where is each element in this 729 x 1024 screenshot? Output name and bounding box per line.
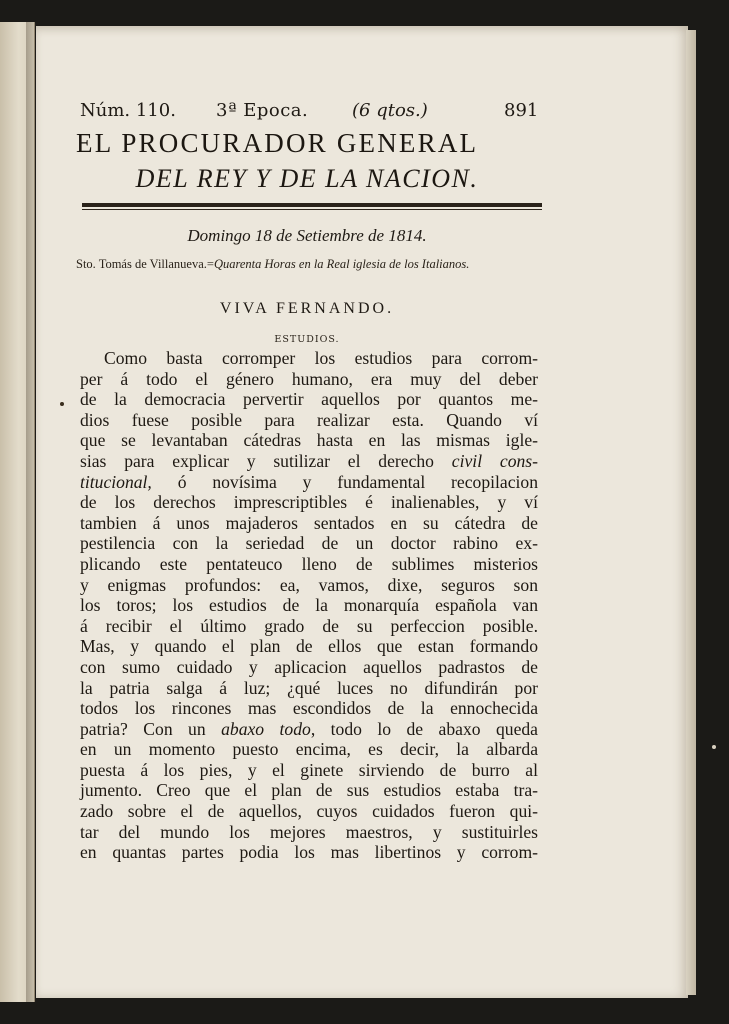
newspaper-title-line-1: EL PROCURADOR GENERAL — [76, 128, 479, 158]
body-line: Mas, y quando el plan de ellos que estan formando — [80, 636, 538, 657]
body-line: pestilencia con la seriedad de un doctor rabino ex- — [80, 533, 538, 554]
body-line-part: ó novísima y fundamental recopilacion — [177, 471, 539, 492]
body-line: en quantas partes podia los mas libertinos y corrom- — [80, 842, 538, 863]
page-number: 891 — [504, 100, 539, 121]
section-heading: ESTUDIOS. — [274, 334, 340, 345]
body-line: con sumo cuidado y aplicacion aquellos padrastos de — [80, 656, 538, 677]
devotion-text: Quarenta Horas en la Real iglesia de los Italianos. — [213, 257, 470, 271]
body-line — [80, 472, 538, 493]
body-line-part: sias para explicar y sutilizar el derecho — [80, 450, 434, 471]
saint-name: Sto. Tomás de Villanueva. — [76, 257, 207, 271]
body-line: los toros; los estudios de la monarquía española van — [80, 595, 538, 616]
body-line — [80, 451, 538, 472]
body-line: que se levantaban cátedras hasta en las mismas igle- — [80, 430, 538, 451]
italic-term: titucional, — [80, 471, 152, 492]
page-edge — [686, 30, 696, 995]
italic-term: abaxo todo — [221, 718, 311, 739]
title-rule-thin — [82, 209, 542, 210]
body-line: zado sobre el de aquellos, cuyos cuidados fueron qui- — [80, 801, 538, 822]
body-line: Como basta corromper los estudios para corrom- — [104, 348, 538, 368]
body-line: jumento. Creo que el plan de sus estudios estaba tra- — [80, 780, 538, 801]
italic-term: civil cons- — [451, 450, 538, 471]
edge-speck — [712, 745, 716, 749]
body-line: la patria salga á luz; ¿qué luces no difundirán por — [80, 677, 538, 698]
margin-mark — [60, 402, 64, 406]
body-line-part: patria? Con un — [80, 718, 206, 739]
body-line: dios fuese posible para realizar esta. Quando ví — [80, 409, 538, 430]
newspaper-title-line-2: DEL REY Y DE LA NACION. — [135, 164, 479, 193]
saints-of-the-day — [76, 256, 538, 273]
saint-separator: = — [206, 257, 214, 271]
body-line: en un momento puesto encima, es decir, la albarda — [80, 739, 538, 760]
issue-number: Núm. 110. — [80, 100, 176, 121]
article-body — [80, 348, 538, 863]
body-line: de la democracia pervertir aquellos por quantos me- — [80, 389, 538, 410]
issue-date: Domingo 18 de Setiembre de 1814. — [187, 226, 427, 245]
body-line: y enigmas profundos: ea, vamos, dixe, seguros son — [80, 574, 538, 595]
title-rule-thick — [82, 203, 542, 207]
body-line: puesta á los pies, y el ginete sirviendo de burro al — [80, 759, 538, 780]
epoch-label: 3ª Epoca. — [216, 100, 309, 121]
body-line — [80, 719, 538, 740]
masthead-header — [76, 100, 538, 124]
body-line-part: , todo lo de abaxo queda — [310, 718, 538, 739]
headline: VIVA FERNANDO. — [219, 300, 395, 317]
body-line: de los derechos imprescriptibles é inalienables, y ví — [80, 492, 538, 513]
body-line: per á todo el género humano, era muy del deber — [80, 368, 538, 389]
body-line: á recibir el último grado de su perfeccion posible. — [80, 615, 538, 636]
body-line: tar del mundo los mejores maestros, y sustituirles — [80, 821, 538, 842]
body-line: plicando este pentateuco lleno de sublimes misterios — [80, 553, 538, 574]
body-line: todos los rincones mas escondidos de la ennochecida — [80, 698, 538, 719]
price-label: (6 qtos.) — [352, 100, 428, 121]
body-line: tambien á unos majaderos sentados en su cátedra de — [80, 512, 538, 533]
